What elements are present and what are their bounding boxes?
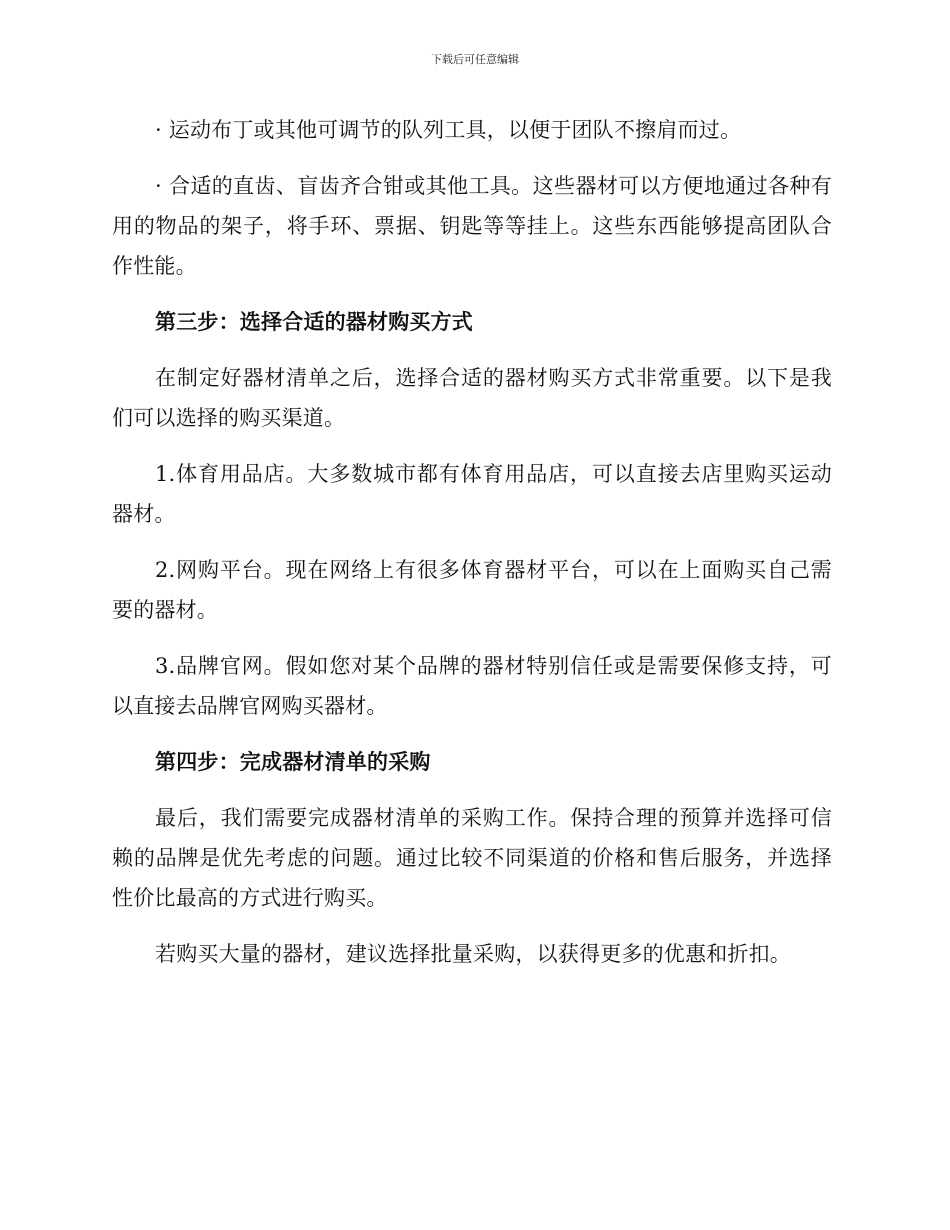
paragraph-procurement: 最后，我们需要完成器材清单的采购工作。保持合理的预算并选择可信赖的品牌是优先考虑的问题。通过比较不同渠道的价格和售后服务，并选择性价比最高的方式进行购买。 bbox=[112, 806, 832, 910]
list-item-brand-website: 3.品牌官网。假如您对某个品牌的器材特别信任或是需要保修支持，可以直接去品牌官网购买器材。 bbox=[112, 654, 832, 718]
paragraph-purchase-intro: 在制定好器材清单之后，选择合适的器材购买方式非常重要。以下是我们可以选择的购买渠道。 bbox=[112, 366, 832, 430]
section-heading-step-four: 第四步：完成器材清单的采购 bbox=[155, 750, 431, 774]
bullet-paragraph-queue-tools: · 运动布丁或其他可调节的队列工具，以便于团队不擦肩而过。 bbox=[155, 118, 742, 142]
list-item-sports-store: 1.体育用品店。大多数城市都有体育用品店，可以直接去店里购买运动器材。 bbox=[112, 462, 832, 526]
section-heading-step-three: 第三步：选择合适的器材购买方式 bbox=[155, 310, 473, 334]
page-header: 下载后可任意编辑 bbox=[431, 53, 519, 66]
list-item-online-platform: 2.网购平台。现在网络上有很多体育器材平台，可以在上面购买自己需要的器材。 bbox=[112, 558, 832, 622]
paragraph-bulk-purchase: 若购买大量的器材，建议选择批量采购，以获得更多的优惠和折扣。 bbox=[155, 942, 791, 966]
document-body bbox=[112, 110, 832, 990]
bullet-paragraph-pliers: · 合适的直齿、盲齿齐合钳或其他工具。这些器材可以方便地通过各种有用的物品的架子，将手环、票据、钥匙等等挂上。这些东西能够提高团队合作性能。 bbox=[112, 174, 832, 278]
